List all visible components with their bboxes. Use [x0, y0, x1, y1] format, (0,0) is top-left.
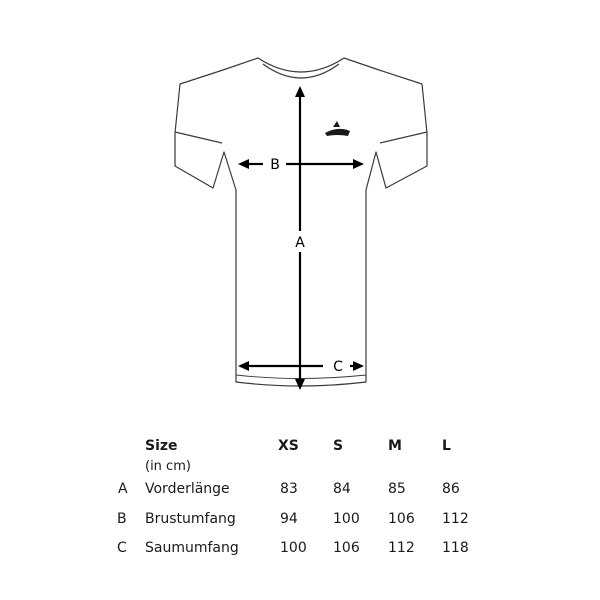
label-c: C [333, 359, 343, 375]
row-value: 106 [388, 511, 415, 527]
unit-label: (in cm) [145, 459, 191, 474]
row-value: 100 [280, 540, 307, 556]
row-name: Saumumfang [145, 540, 239, 556]
row-name: Vorderlänge [145, 481, 230, 497]
logo-icon [325, 121, 350, 136]
row-value: 112 [388, 540, 415, 556]
size-col-s: S [333, 438, 344, 454]
size-header: Size [145, 438, 178, 454]
row-key: B [117, 511, 127, 527]
row-value: 112 [442, 511, 469, 527]
label-a: A [295, 235, 305, 251]
row-value: 100 [333, 511, 360, 527]
row-key: A [118, 481, 128, 497]
row-key: C [117, 540, 127, 556]
row-value: 94 [280, 511, 298, 527]
row-value: 85 [388, 481, 406, 497]
size-col-m: M [388, 438, 402, 454]
row-value: 84 [333, 481, 351, 497]
label-b: B [270, 157, 280, 173]
size-col-xs: XS [278, 438, 299, 454]
size-col-l: L [442, 438, 451, 454]
row-value: 86 [442, 481, 460, 497]
row-name: Brustumfang [145, 511, 236, 527]
row-value: 83 [280, 481, 298, 497]
row-value: 118 [442, 540, 469, 556]
row-value: 106 [333, 540, 360, 556]
